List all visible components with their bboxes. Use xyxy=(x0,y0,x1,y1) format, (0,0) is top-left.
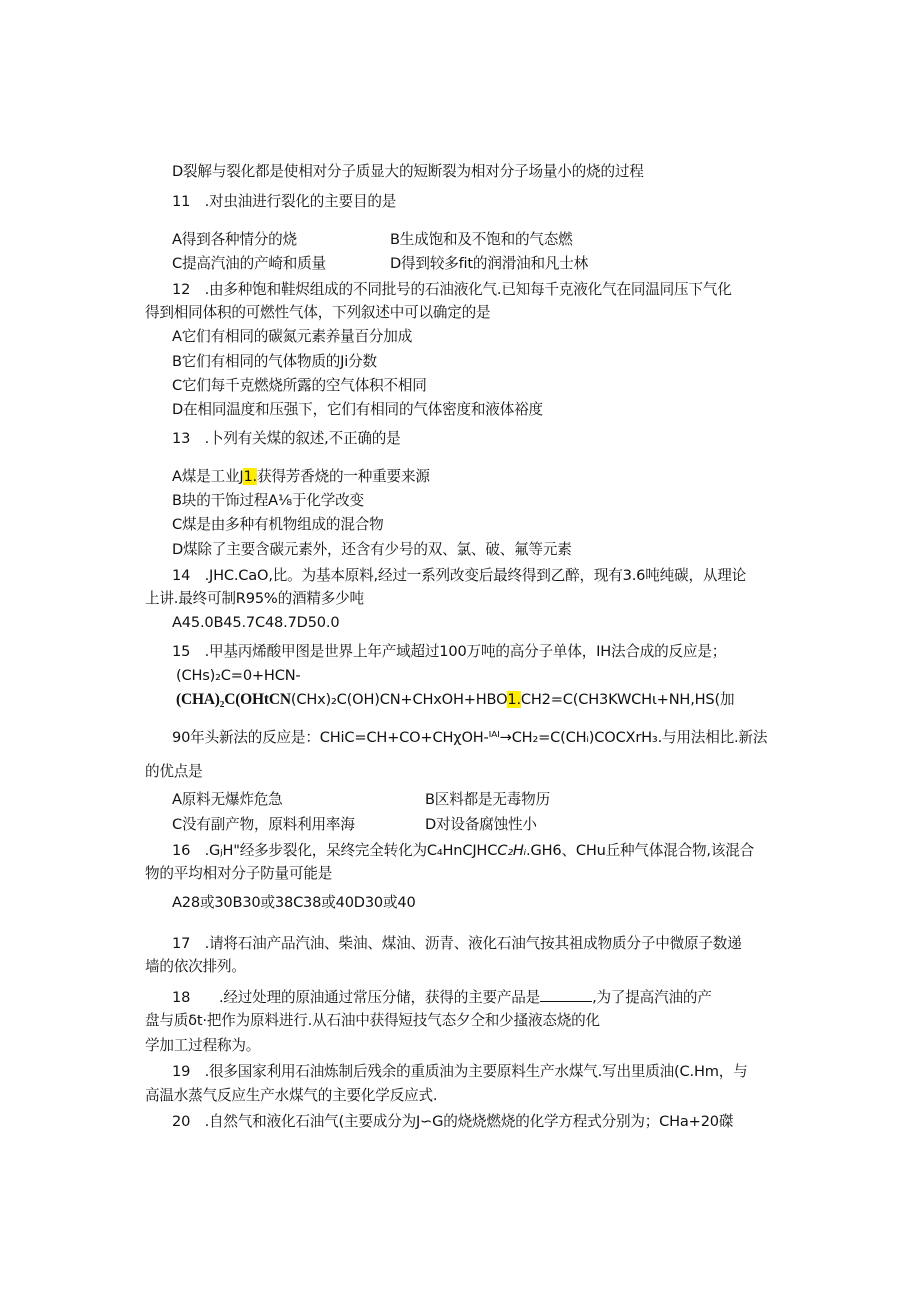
question-16-cont: 物的平均相对分子防量可能是 xyxy=(145,865,333,882)
q13-option-d: D煤除了主要含碳元素外，还含有少号的双、氯、破、氟等元素 xyxy=(172,541,572,558)
q11-option-b: B生成饱和及不饱和的气态燃 xyxy=(390,231,573,248)
question-15: 15 .甲基丙烯酸甲图是世界上年产域超过100万吨的高分子单体，IH法合成的反应是； xyxy=(172,643,727,660)
q13-a-post: 获得芳香烧的一种重要来源 xyxy=(257,468,430,485)
q14-options: A45.0B45.7C48.7D50.0 xyxy=(172,614,340,631)
highlight-mark: 1. xyxy=(507,691,521,708)
question-20: 20 .自然气和液化石油气(主要成分为J∽G的烧烧燃烧的化学方程式分别为；CHa+20磔 xyxy=(172,1113,734,1130)
q13-option-c: C煤是由多种有机物组成的混合物 xyxy=(172,516,384,533)
question-17-cont: 墙的依次排列。 xyxy=(145,958,246,975)
question-16 xyxy=(172,841,754,861)
q15-equation-2 xyxy=(176,690,734,710)
q15-eq2-mid: (CHx)₂C(OH)CN+CHxOH+HBO xyxy=(290,691,508,708)
question-14: 14 .JHC.CaO,比。为基本原料,经过一系列改变后最终得到乙醉，现有3.6吨纯碳，从理论 xyxy=(172,567,747,584)
question-18-cont: 盘与质δt·把作为原料进行.从石油中获得短技气态夕仝和少搔液态烧的化 xyxy=(145,1012,600,1029)
option-d-line: D裂解与裂化都是使相对分子质显大的短断裂为相对分子场量小的烧的过程 xyxy=(172,163,644,180)
q15-option-a: A原料无爆炸危急 xyxy=(172,791,283,808)
q11-option-a: A得到各种情分的烧 xyxy=(172,231,297,248)
q13-option-a xyxy=(172,467,430,487)
question-19: 19 .很多国家利用石油炼制后残余的重质油为主要原料生产水煤气.写出里质油(C.Hm，与 xyxy=(172,1063,748,1080)
q16-italic: C₂Hᵢ xyxy=(497,842,527,859)
question-17: 17 .请将石油产品汽油、柴油、煤油、沥青、液化石油气按其祖成物质分子中微原子数递 xyxy=(172,935,742,952)
q15-option-c: C没有副产物，原料利用率海 xyxy=(172,816,355,833)
q15-new-method: 90年头新法的反应是：CHiC=CH+CO+CHχOH-ᴵᴬᴵ→CH₂=C(CHᵢ)COCXrH₃.与用法相比.新法 xyxy=(172,729,768,746)
question-14-cont: 上讲.最终可制R95%的酒精多少吨 xyxy=(145,590,364,607)
q15-new-method-cont: 的优点是 xyxy=(145,763,203,780)
q15-eq2-bold: (CHA)₂C(OHtCN xyxy=(176,691,291,708)
q18-post: ,为了提高汽油的产 xyxy=(592,989,712,1006)
question-18 xyxy=(172,987,712,1008)
q13-option-b: B块的干饰过程A⅛于化学改变 xyxy=(172,492,364,509)
q16-pre: 16 .GⱼH"经多步裂化，呆终完全转化为C₄HnCJHC xyxy=(172,842,498,859)
q11-option-d: D得到较多fit的润滑油和凡士林 xyxy=(390,255,589,272)
q15-equation-1: (CHs)₂C=0+HCN- xyxy=(176,667,301,684)
q16-options: A28或30B30或38C38或40D30或40 xyxy=(172,894,416,911)
question-12: 12 .由多种饱和鞋烬组成的不同批号的石油液化气.已知每千克液化气在同温同压下气化 xyxy=(172,281,732,298)
q13-a-pre: A煤是工业J xyxy=(172,468,244,485)
q12-option-b: B它们有相同的气体物质的Ji分数 xyxy=(172,353,377,370)
q15-option-d: D对设备腐蚀性小 xyxy=(425,816,537,833)
q12-option-d: D在相同温度和压强下，它们有相同的气体密度和液体裕度 xyxy=(172,401,543,418)
answer-blank xyxy=(540,987,592,1002)
q16-post: .GH6、CHu丘种气体混合物,该混合 xyxy=(526,842,755,859)
question-19-cont: 高温水蒸气反应生产水煤气的主要化学反应式. xyxy=(145,1087,438,1104)
question-12-cont: 得到相同体积的可燃性气体，下列叙述中可以确定的是 xyxy=(145,304,491,321)
q15-option-b: B区料都是无毒物历 xyxy=(425,791,550,808)
q11-option-c: C提高汽油的产崎和质量 xyxy=(172,255,326,272)
q12-option-c: C它们每千克燃烧所露的空气体积不相同 xyxy=(172,377,427,394)
question-13: 13 .卜列有关煤的叙述,不正确的是 xyxy=(172,430,401,447)
q15-eq2-post: CH2=C(CH3KWCHι+NH,HS(加 xyxy=(520,691,735,708)
q12-option-a: A它们有相同的碳氮元素养量百分加成 xyxy=(172,328,413,345)
highlight-mark: 1. xyxy=(243,468,257,485)
question-11: 11 .对虫油进行裂化的主要目的是 xyxy=(172,193,397,210)
question-18-cont-2: 学加工过程称为。 xyxy=(145,1037,261,1054)
q18-pre: 18 .经过处理的原油通过常压分储，获得的主要产品是 xyxy=(172,989,541,1006)
